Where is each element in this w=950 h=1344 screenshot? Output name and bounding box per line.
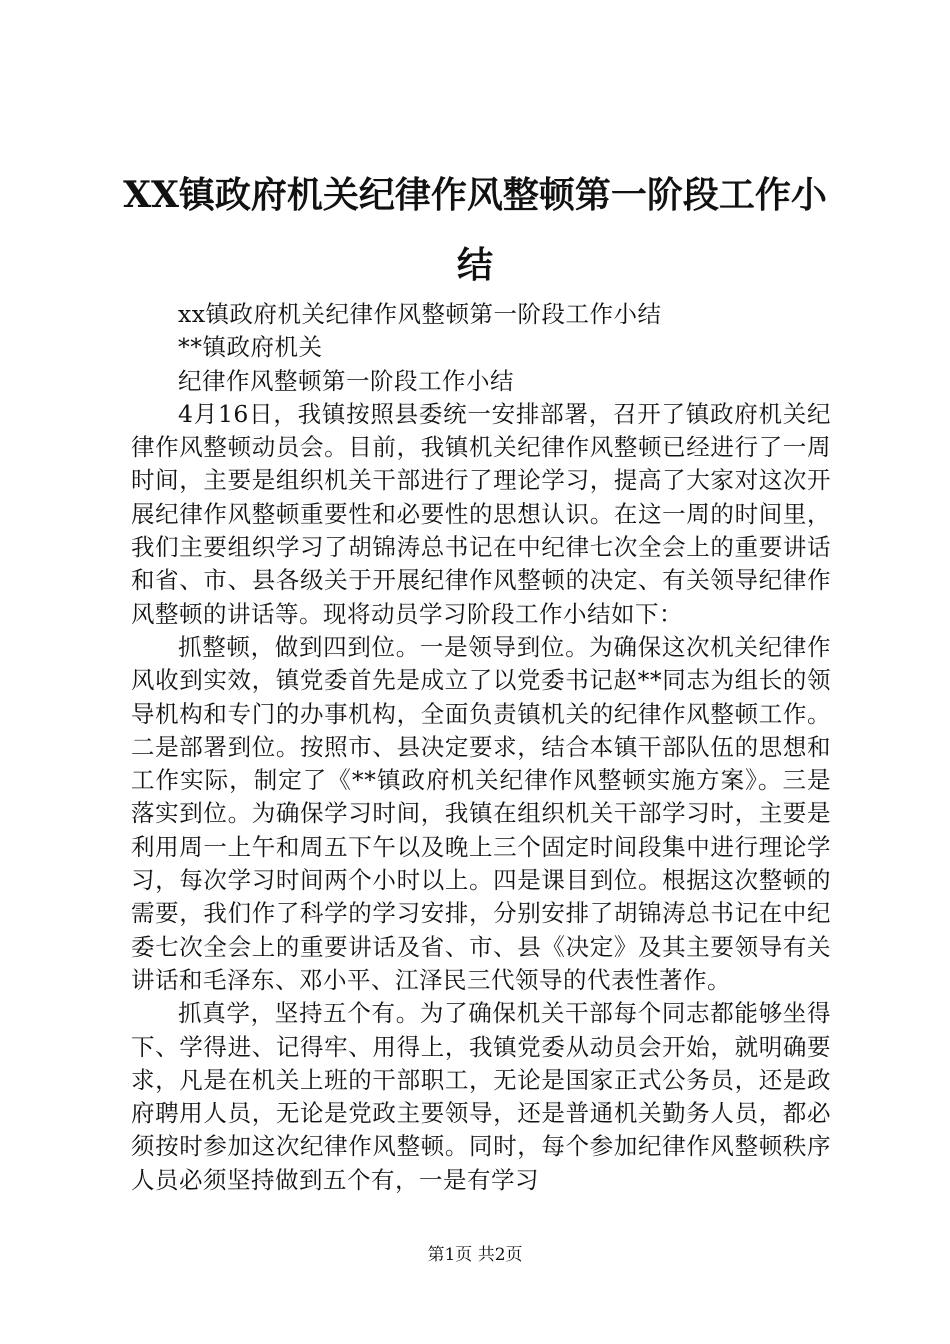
paragraph-organization: **镇政府机关 [178, 333, 323, 362]
paragraph-heading: 纪律作风整顿第一阶段工作小结 [178, 366, 514, 395]
document-title: XX镇政府机关纪律作风整顿第一阶段工作小结 [123, 174, 827, 286]
page-number-footer: 第1页 共2页 [427, 1245, 523, 1265]
paragraph-intro: 4月16日，我镇按照县委统一安排部署，召开了镇政府机关纪律作风整顿动员会。目前，我镇机关纪律作风整顿已经进行了一周时间，主要是组织机关干部进行了理论学习，提高了大家对这次开展纪律作风整顿重要性和必要性的思想认识。在这一周的时间里，我们主要组织学习了胡锦涛总书记在中纪律七次全会上的重要讲话和省、市、县各级关于开展纪律作风整顿的决定、有关领导纪律作风整顿的讲话等。现将动员学习阶段工作小结如下： [131, 399, 831, 628]
paragraph-five-haves: 抓真学，坚持五个有。为了确保机关干部每个同志都能够坐得下、学得进、记得牢、用得上，我镇党委从动员会开始，就明确要求，凡是在机关上班的干部职工，无论是国家正式公务员，还是政府聘用人员，无论是党政主要领导，还是普通机关勤务人员，都必须按时参加这次纪律作风整顿。同时，每个参加纪律作风整顿秩序人员必须坚持做到五个有，一是有学习 [131, 999, 831, 1194]
paragraph-subtitle: xx镇政府机关纪律作风整顿第一阶段工作小结 [178, 300, 662, 328]
paragraph-four-in-place: 抓整顿，做到四到位。一是领导到位。为确保这次机关纪律作风收到实效，镇党委首先是成立了以党委书记赵**同志为组长的领导机构和专门的办事机构，全面负责镇机关的纪律作风整顿工作。二是部署到位。按照市、县决定要求，结合本镇干部队伍的思想和工作实际，制定了《**镇政府机关纪律作风整顿实施方案》。三是落实到位。为确保学习时间，我镇在组织机关干部学习时，主要是利用周一上午和周五下午以及晚上三个固定时间段集中进行理论学习，每次学习时间两个小时以上。四是课目到位。根据这次整顿的需要，我们作了科学的学习安排，分别安排了胡锦涛总书记在中纪委七次全会上的重要讲话及省、市、县《决定》及其主要领导有关讲话和毛泽东、邓小平、江泽民三代领导的代表性著作。 [131, 632, 831, 994]
document-body [131, 298, 831, 1197]
